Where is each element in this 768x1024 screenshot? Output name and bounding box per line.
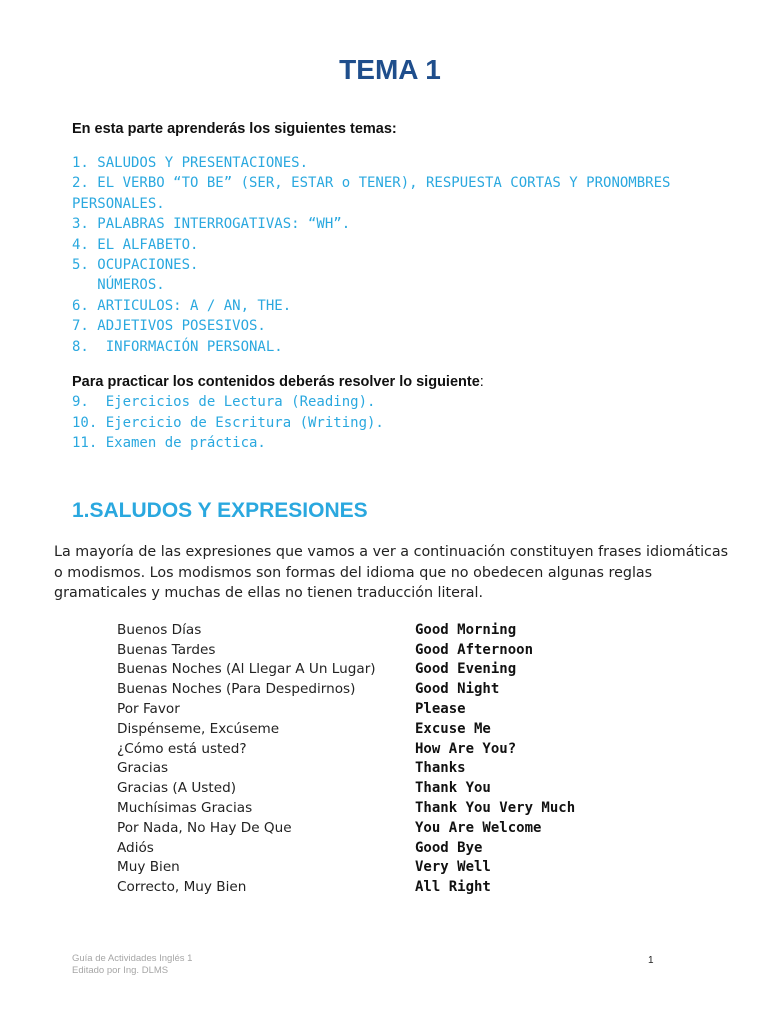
table-row	[117, 620, 617, 640]
spanish-phrase: Muchísimas Gracias	[117, 800, 253, 817]
english-phrase: Good Morning	[415, 621, 517, 638]
exercises-list	[72, 392, 384, 454]
table-row	[117, 640, 617, 660]
footer-line: Guía de Actividades Inglés 1	[72, 953, 193, 964]
list-item: 10. Ejercicio de Escritura (Writing).	[72, 414, 384, 431]
english-phrase: Very Well	[415, 859, 491, 876]
english-phrase: Good Night	[415, 681, 500, 698]
table-row	[117, 660, 617, 680]
list-item: 9. Ejercicios de Lectura (Reading).	[72, 394, 376, 410]
list-item: 6. ARTICULOS: A / AN, THE.	[72, 297, 292, 314]
spanish-phrase: Buenas Noches (Al Llegar A Un Lugar)	[117, 661, 376, 678]
list-item: NÚMEROS.	[72, 277, 165, 294]
table-row	[117, 719, 617, 739]
english-phrase: Good Afternoon	[415, 641, 534, 658]
spanish-phrase: Muy Bien	[117, 859, 180, 876]
english-phrase: Thank You Very Much	[415, 800, 576, 817]
body-paragraph: La mayoría de las expresiones que vamos a ver a continuación constituyen frases idiomáticas o modismos. Los modismos son formas del idioma que no obedecen algunas reglas gramaticales y muchas de ellas no tienen traducción literal.	[54, 544, 729, 601]
spanish-phrase: Por Nada, No Hay De Que	[117, 819, 292, 836]
english-phrase: Good Evening	[415, 661, 517, 678]
practice-intro-text: Para practicar los contenidos deberás resolver lo siguiente	[72, 374, 480, 390]
spanish-phrase: Buenas Noches (Para Despedirnos)	[117, 681, 356, 698]
english-phrase: You Are Welcome	[415, 819, 542, 836]
spanish-phrase: ¿Cómo está usted?	[117, 740, 247, 757]
list-item: 1. SALUDOS Y PRESENTACIONES.	[72, 155, 309, 171]
section-heading: 1.SALUDOS Y EXPRESIONES	[72, 499, 368, 522]
table-row	[117, 699, 617, 719]
page-footer	[72, 953, 192, 977]
topics-intro: En esta parte aprenderás los siguientes temas:	[72, 121, 397, 137]
spanish-phrase: Adiós	[117, 839, 154, 856]
practice-intro-colon: :	[479, 374, 484, 390]
topics-list	[72, 153, 670, 357]
table-row	[117, 798, 617, 818]
spanish-phrase: Gracias (A Usted)	[117, 780, 237, 797]
practice-intro	[72, 374, 484, 390]
table-row	[117, 778, 617, 798]
table-row	[117, 838, 617, 858]
list-item: 2. EL VERBO “TO BE” (SER, ESTAR o TENER), RESPUESTA CORTAS Y PRONOMBRES	[72, 175, 671, 192]
english-phrase: Please	[415, 701, 466, 718]
page-title: TEMA 1	[339, 54, 441, 85]
table-row	[117, 679, 617, 699]
list-item: 7. ADJETIVOS POSESIVOS.	[72, 318, 266, 335]
spanish-phrase: Buenas Tardes	[117, 641, 216, 658]
phrases-table	[117, 620, 617, 897]
table-row	[117, 858, 617, 878]
list-item: 11. Examen de práctica.	[72, 435, 266, 451]
table-row	[117, 739, 617, 759]
spanish-phrase: Gracias	[117, 760, 169, 777]
list-item: PERSONALES.	[72, 195, 165, 212]
table-row	[117, 877, 617, 897]
list-item: 5. OCUPACIONES.	[72, 257, 199, 274]
page-number: 1	[648, 955, 654, 966]
english-phrase: How Are You?	[415, 740, 517, 757]
spanish-phrase: Por Favor	[117, 701, 180, 718]
list-item: 8. INFORMACIÓN PERSONAL.	[72, 338, 283, 355]
table-row	[117, 818, 617, 838]
english-phrase: Excuse Me	[415, 720, 491, 737]
english-phrase: Thank You	[415, 780, 491, 797]
spanish-phrase: Buenos Días	[117, 621, 202, 638]
list-item: 4. EL ALFABETO.	[72, 236, 199, 253]
spanish-phrase: Dispénseme, Excúseme	[117, 720, 280, 737]
table-row	[117, 759, 617, 779]
spanish-phrase: Correcto, Muy Bien	[117, 879, 247, 896]
english-phrase: All Right	[415, 879, 491, 896]
list-item: 3. PALABRAS INTERROGATIVAS: “WH”.	[72, 216, 351, 233]
footer-line: Editado por Ing. DLMS	[72, 965, 169, 976]
english-phrase: Good Bye	[415, 839, 483, 856]
english-phrase: Thanks	[415, 760, 466, 777]
